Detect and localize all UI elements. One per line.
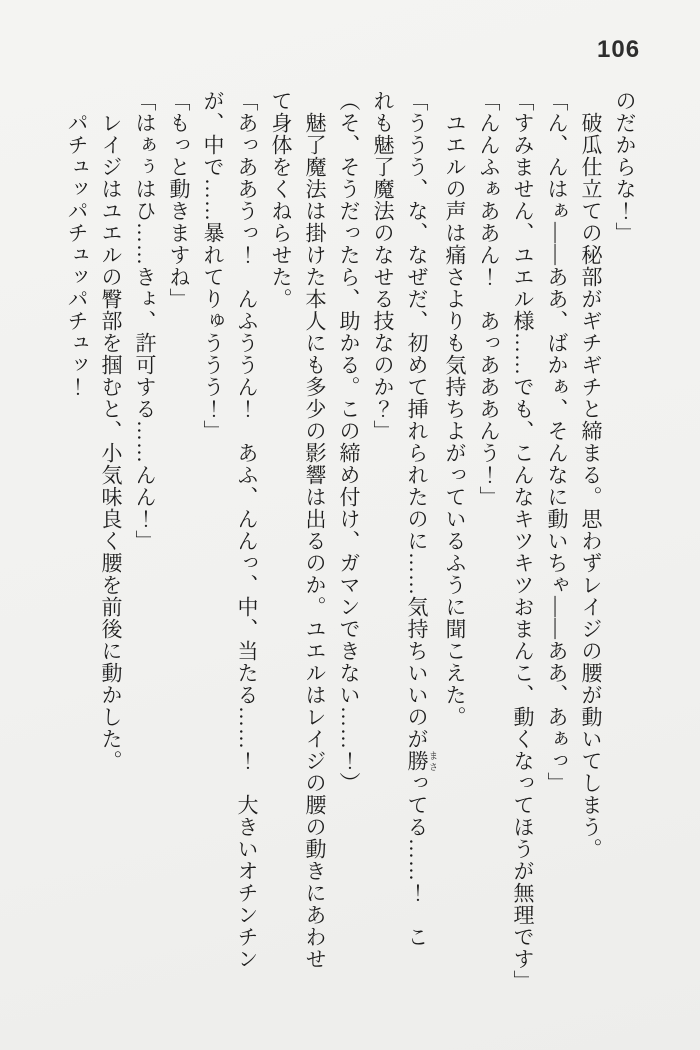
text-line: て身体をくねらせた。 — [269, 90, 293, 310]
text-line: 「あっああうっ！ んふううん！ あふ、んんっ、中、当たる……！ 大きいオチンチン — [235, 90, 259, 970]
text-line: （そ、そうだったら、助かる。この締め付け、ガマンできない……！） — [337, 90, 361, 794]
text-line: 「ん、んはぁ――ああ、ばかぁ、そんなに動いちゃ――ああ、あぁっ」 — [545, 90, 569, 794]
page-number: 106 — [597, 36, 641, 63]
text-line: レイジはユエルの臀部を掴むと、小気味良く腰を前後に動かした。 — [99, 112, 123, 772]
text-line: れも魅了魔法のなせる技なのか？」 — [371, 90, 395, 442]
text-line: のだからな！」 — [613, 90, 637, 244]
text-line: 「んんふぁああん！ あっあああんう！」 — [477, 90, 501, 508]
text-line: 「はぁぅはひ……きょ、許可する……んん！」 — [133, 90, 157, 552]
text-line: 「すみません、ユエル様……でも、こんなキツキツおまんこ、動くなってほうが無理です」 — [511, 90, 535, 992]
text-line: 破瓜仕立ての秘部がギチギチと締まる。思わずレイジの腰が動いてしまう。 — [579, 112, 603, 860]
text-line: 「もっと動きますね」 — [167, 90, 191, 310]
ruby-annotated-kanji: 勝 まさ — [405, 750, 438, 772]
text-line: 魅了魔法は掛けた本人にも多少の影響は出るのか。ユエルはレイジの腰の動きにあわせ — [303, 112, 327, 970]
text-line: が、中で……暴れてりゅううう！」 — [201, 90, 225, 442]
text-line: ユエルの声は痛さよりも気持ちよがっているふうに聞こえた。 — [443, 112, 467, 728]
text-line: パチュッパチュッパチュッ！ — [65, 112, 89, 398]
text-line: 「ううう、な、なぜだ、初めて挿れられたのに……気持ちいいのが勝 まさってる……！ こ — [405, 90, 438, 948]
text-columns — [60, 90, 642, 1025]
